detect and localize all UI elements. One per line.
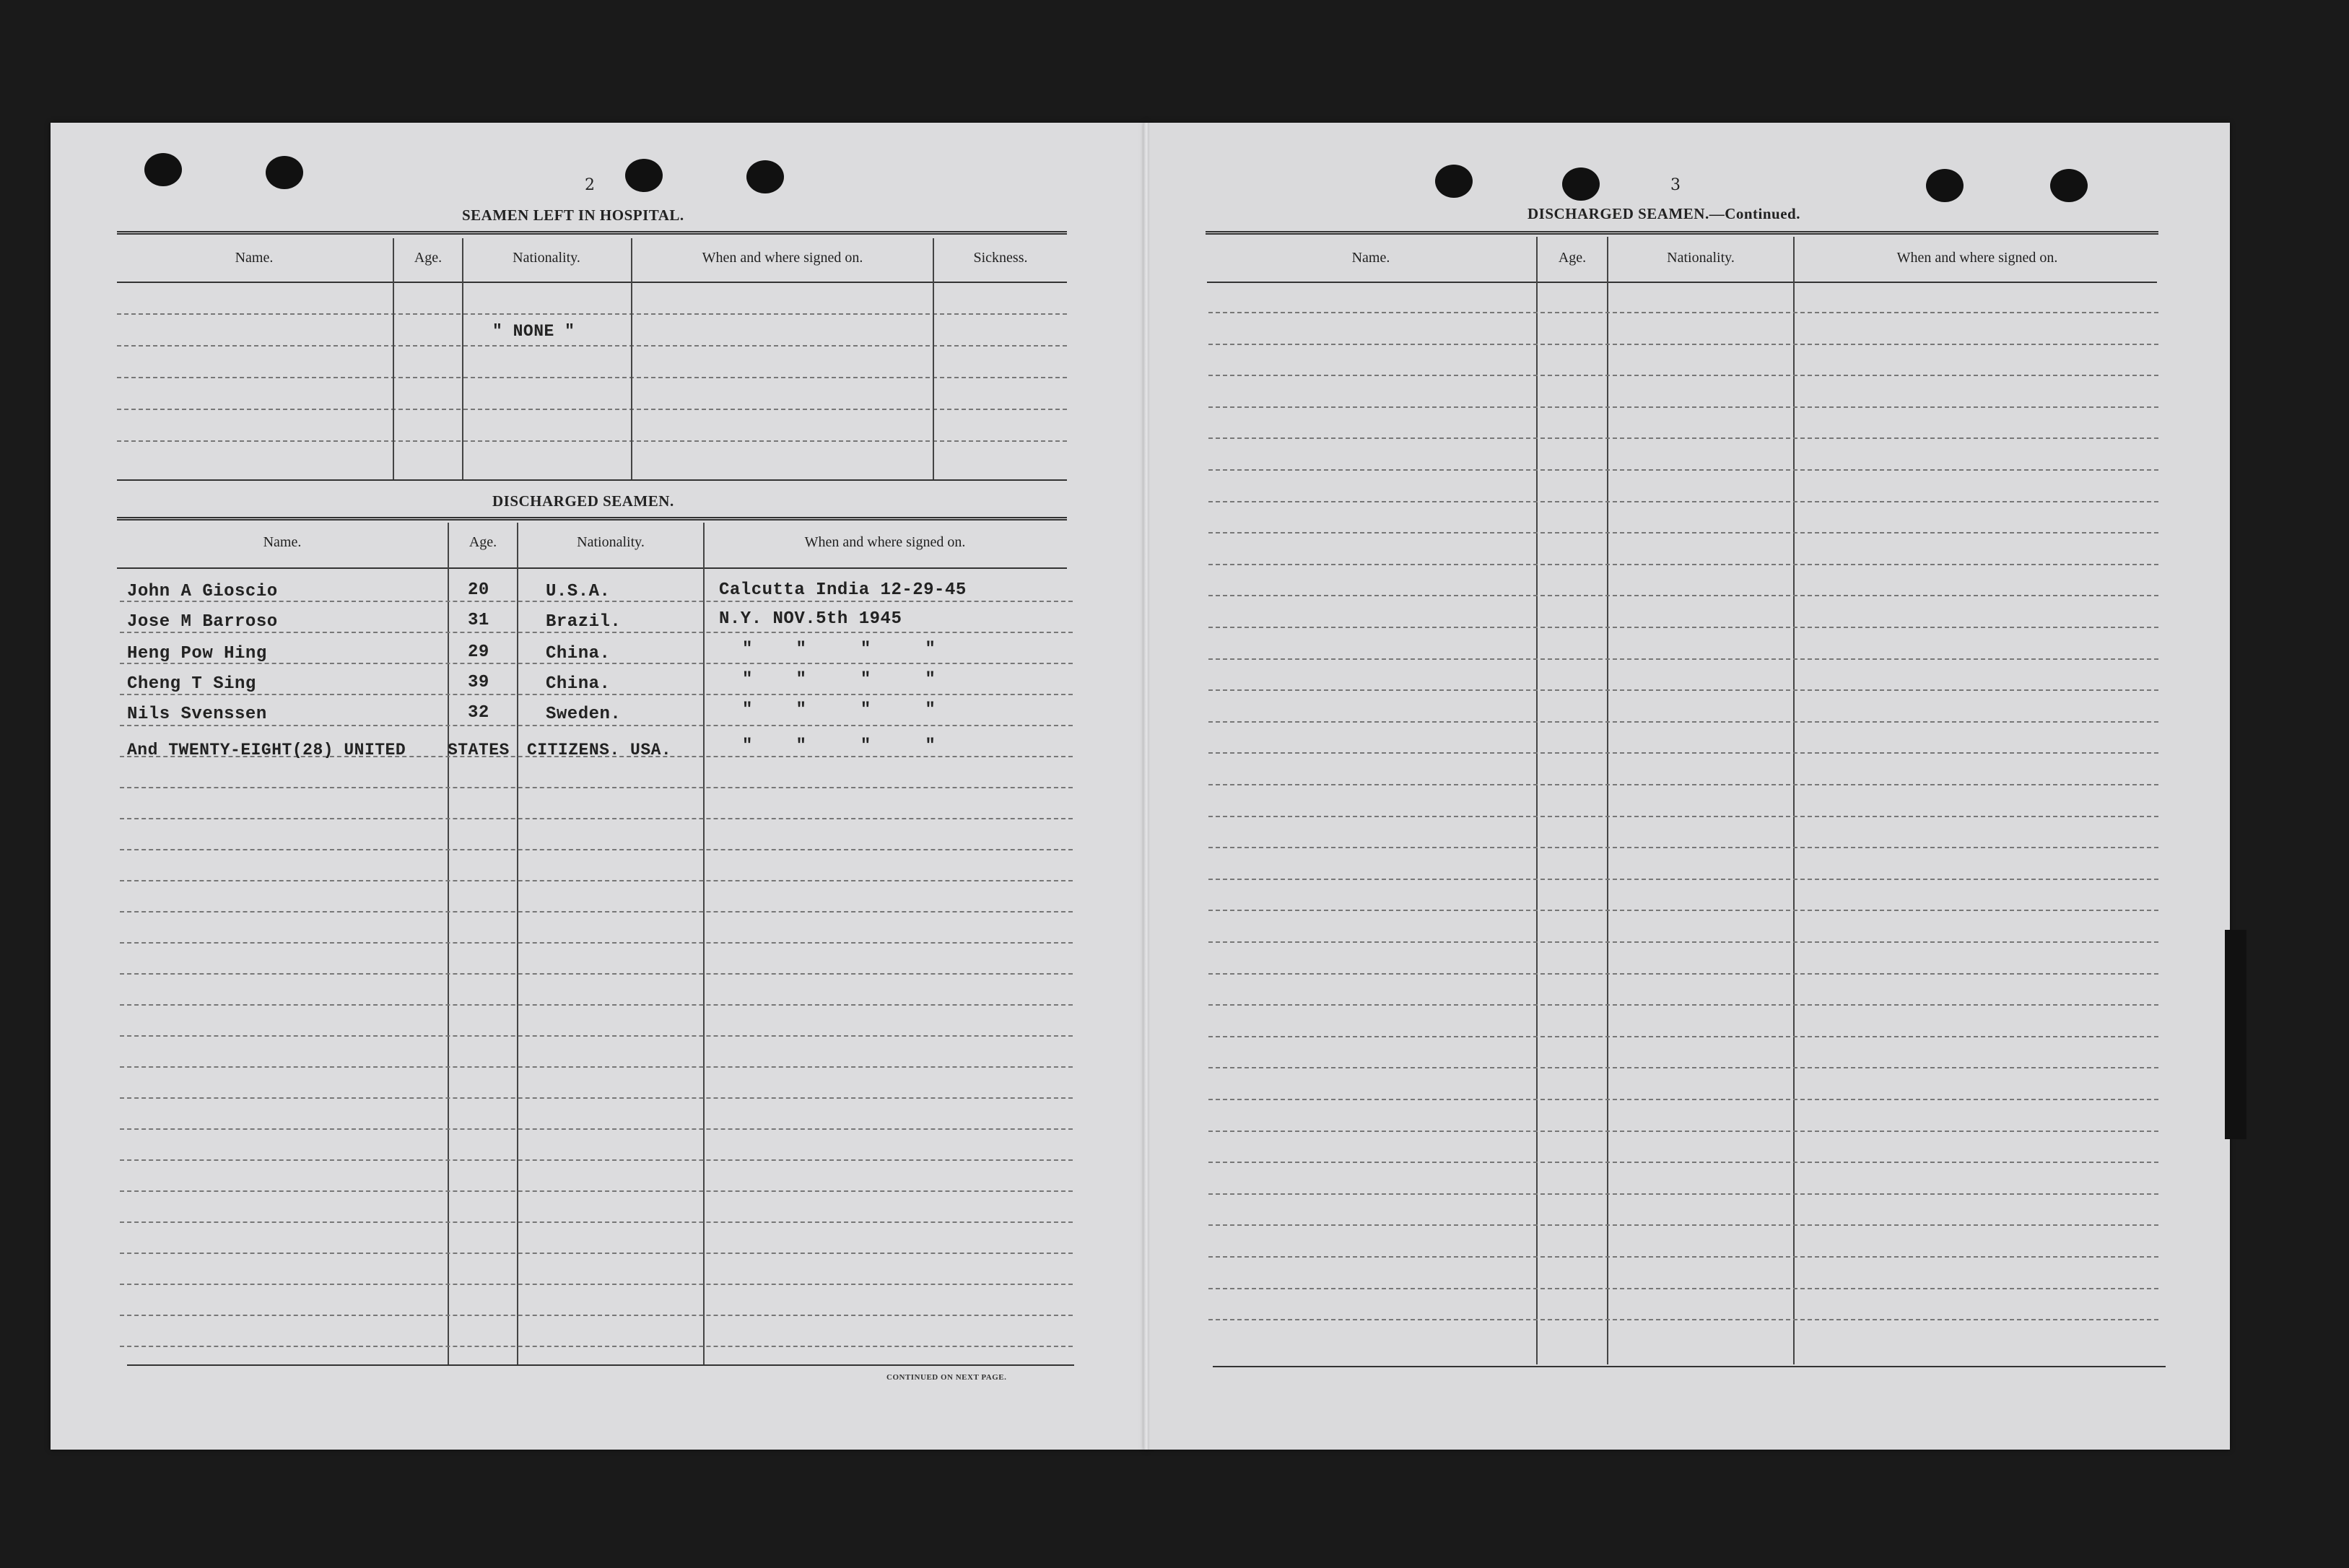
hospital-none-entry: " NONE " [492, 322, 575, 341]
col-divider [462, 238, 463, 481]
right-section-title [1527, 205, 1800, 223]
row-line [120, 725, 1073, 726]
row-line [1208, 941, 2158, 943]
seaman-age: 32 [468, 703, 489, 723]
continued-note: CONTINUED ON NEXT PAGE. [886, 1373, 1007, 1382]
col-divider [448, 523, 449, 1366]
punch-hole [1435, 165, 1473, 198]
row-line [120, 880, 1073, 881]
rule [1206, 231, 2158, 235]
row-line [1208, 689, 2158, 691]
row-line [120, 1221, 1073, 1223]
col-signed-on: When and where signed on. [804, 534, 966, 550]
row-line [1208, 879, 2158, 880]
row-line [1208, 1224, 2158, 1226]
col-nationality: Nationality. [577, 534, 645, 550]
rule [117, 282, 1067, 283]
col-divider [631, 238, 632, 481]
punch-hole [746, 160, 784, 193]
row-line [120, 1159, 1073, 1161]
row-line [1208, 721, 2158, 723]
row-line [1208, 1288, 2158, 1289]
col-divider [393, 238, 394, 481]
row-line [120, 1315, 1073, 1316]
seaman-signed-on: " " " " [742, 700, 936, 720]
row-line [117, 377, 1067, 378]
rule [117, 567, 1067, 569]
row-line [1208, 1036, 2158, 1037]
row-line [1208, 752, 2158, 754]
col-divider [933, 238, 934, 481]
rule [117, 231, 1067, 235]
rule [127, 1364, 1074, 1366]
row-line [1208, 1319, 2158, 1320]
left-page [51, 123, 1148, 1450]
right-title-suffix: —Continued. [1709, 205, 1800, 222]
row-line [1208, 784, 2158, 785]
page-number: 2 [585, 176, 595, 194]
page-number: 3 [1670, 176, 1681, 194]
row-line [120, 942, 1073, 944]
row-line [120, 973, 1073, 975]
row-line [120, 1097, 1073, 1099]
row-line [120, 694, 1073, 695]
seaman-signed-on: " " " " [742, 640, 936, 659]
punch-hole [625, 159, 663, 192]
row-line [120, 1253, 1073, 1254]
seaman-nationality: China. [546, 674, 611, 694]
row-line [120, 1066, 1073, 1068]
row-line [120, 787, 1073, 788]
seaman-name: Cheng T Sing [127, 674, 256, 694]
row-line [1208, 469, 2158, 471]
seaman-nationality: China. [546, 644, 611, 663]
row-line [1208, 1131, 2158, 1132]
row-line [1208, 406, 2158, 408]
summary-age: STATES [448, 741, 510, 759]
row-line [120, 1190, 1073, 1192]
row-line [1208, 627, 2158, 628]
summary-signed-on: " " " " [742, 736, 936, 756]
row-line [1208, 501, 2158, 502]
row-line [1208, 847, 2158, 848]
col-nationality: Nationality. [1667, 250, 1735, 266]
row-line [1208, 344, 2158, 345]
col-signed-on: When and where signed on. [1896, 250, 2058, 266]
row-line [1208, 532, 2158, 533]
seaman-age: 29 [468, 643, 489, 662]
row-line [120, 818, 1073, 819]
row-line [1208, 595, 2158, 596]
row-line [120, 1004, 1073, 1006]
seaman-name: Heng Pow Hing [127, 644, 267, 663]
seaman-name: Nils Svenssen [127, 705, 267, 724]
col-nationality: Nationality. [513, 250, 580, 266]
punch-hole [266, 156, 303, 189]
col-divider [517, 523, 518, 1366]
row-line [120, 1346, 1073, 1347]
seaman-nationality: U.S.A. [546, 582, 611, 601]
punch-hole [2050, 169, 2088, 202]
col-age: Age. [414, 250, 443, 266]
seaman-nationality: Sweden. [546, 705, 622, 724]
rule [1207, 282, 2157, 283]
right-page [1145, 123, 2230, 1450]
row-line [1208, 816, 2158, 817]
seaman-signed-on: Calcutta India 12-29-45 [719, 580, 967, 600]
seaman-signed-on: N.Y. NOV.5th 1945 [719, 609, 902, 629]
row-line [1208, 1162, 2158, 1163]
right-title-main: DISCHARGED SEAMEN. [1527, 205, 1709, 222]
row-line [120, 911, 1073, 913]
seaman-age: 20 [468, 580, 489, 600]
col-name: Name. [235, 250, 274, 266]
col-age: Age. [1558, 250, 1587, 266]
row-line [1208, 1193, 2158, 1195]
hospital-section-title: SEAMEN LEFT IN HOSPITAL. [462, 206, 684, 224]
col-name: Name. [1351, 250, 1390, 266]
seaman-nationality: Brazil. [546, 612, 622, 632]
summary-nationality: CITIZENS. USA. [527, 741, 672, 759]
row-line [117, 409, 1067, 410]
summary-name: And TWENTY-EIGHT(28) UNITED [127, 741, 406, 759]
row-line [117, 440, 1067, 442]
row-line [120, 632, 1073, 633]
row-line [120, 1128, 1073, 1130]
row-line [1208, 658, 2158, 660]
row-line [1208, 1099, 2158, 1100]
row-line [1208, 1067, 2158, 1068]
row-line [1208, 375, 2158, 376]
col-divider [703, 523, 705, 1366]
row-line [1208, 910, 2158, 911]
col-name: Name. [263, 534, 302, 550]
col-age: Age. [469, 534, 497, 550]
row-line [1208, 437, 2158, 439]
col-sickness: Sickness. [973, 250, 1028, 266]
row-line [120, 1284, 1073, 1285]
seaman-age: 31 [468, 611, 489, 630]
row-line [117, 313, 1067, 315]
row-line [1208, 312, 2158, 313]
discharged-section-title: DISCHARGED SEAMEN. [492, 492, 674, 510]
punch-hole [144, 153, 182, 186]
punch-hole [1926, 169, 1964, 202]
rule [117, 479, 1067, 481]
row-line [1208, 564, 2158, 565]
col-signed-on: When and where signed on. [702, 250, 863, 266]
row-line [1208, 1004, 2158, 1006]
seaman-name: Jose M Barroso [127, 612, 278, 632]
rule [1213, 1366, 2166, 1367]
row-line [1208, 1256, 2158, 1258]
punch-hole [1562, 167, 1600, 201]
row-line [1208, 973, 2158, 975]
page-fold [1143, 123, 1149, 1450]
rule [117, 517, 1067, 521]
row-line [120, 849, 1073, 850]
seaman-age: 39 [468, 673, 489, 692]
seaman-signed-on: " " " " [742, 670, 936, 689]
row-line [117, 345, 1067, 347]
binding-tab [2225, 930, 2246, 1139]
seaman-name: John A Gioscio [127, 582, 278, 601]
row-line [120, 1035, 1073, 1037]
